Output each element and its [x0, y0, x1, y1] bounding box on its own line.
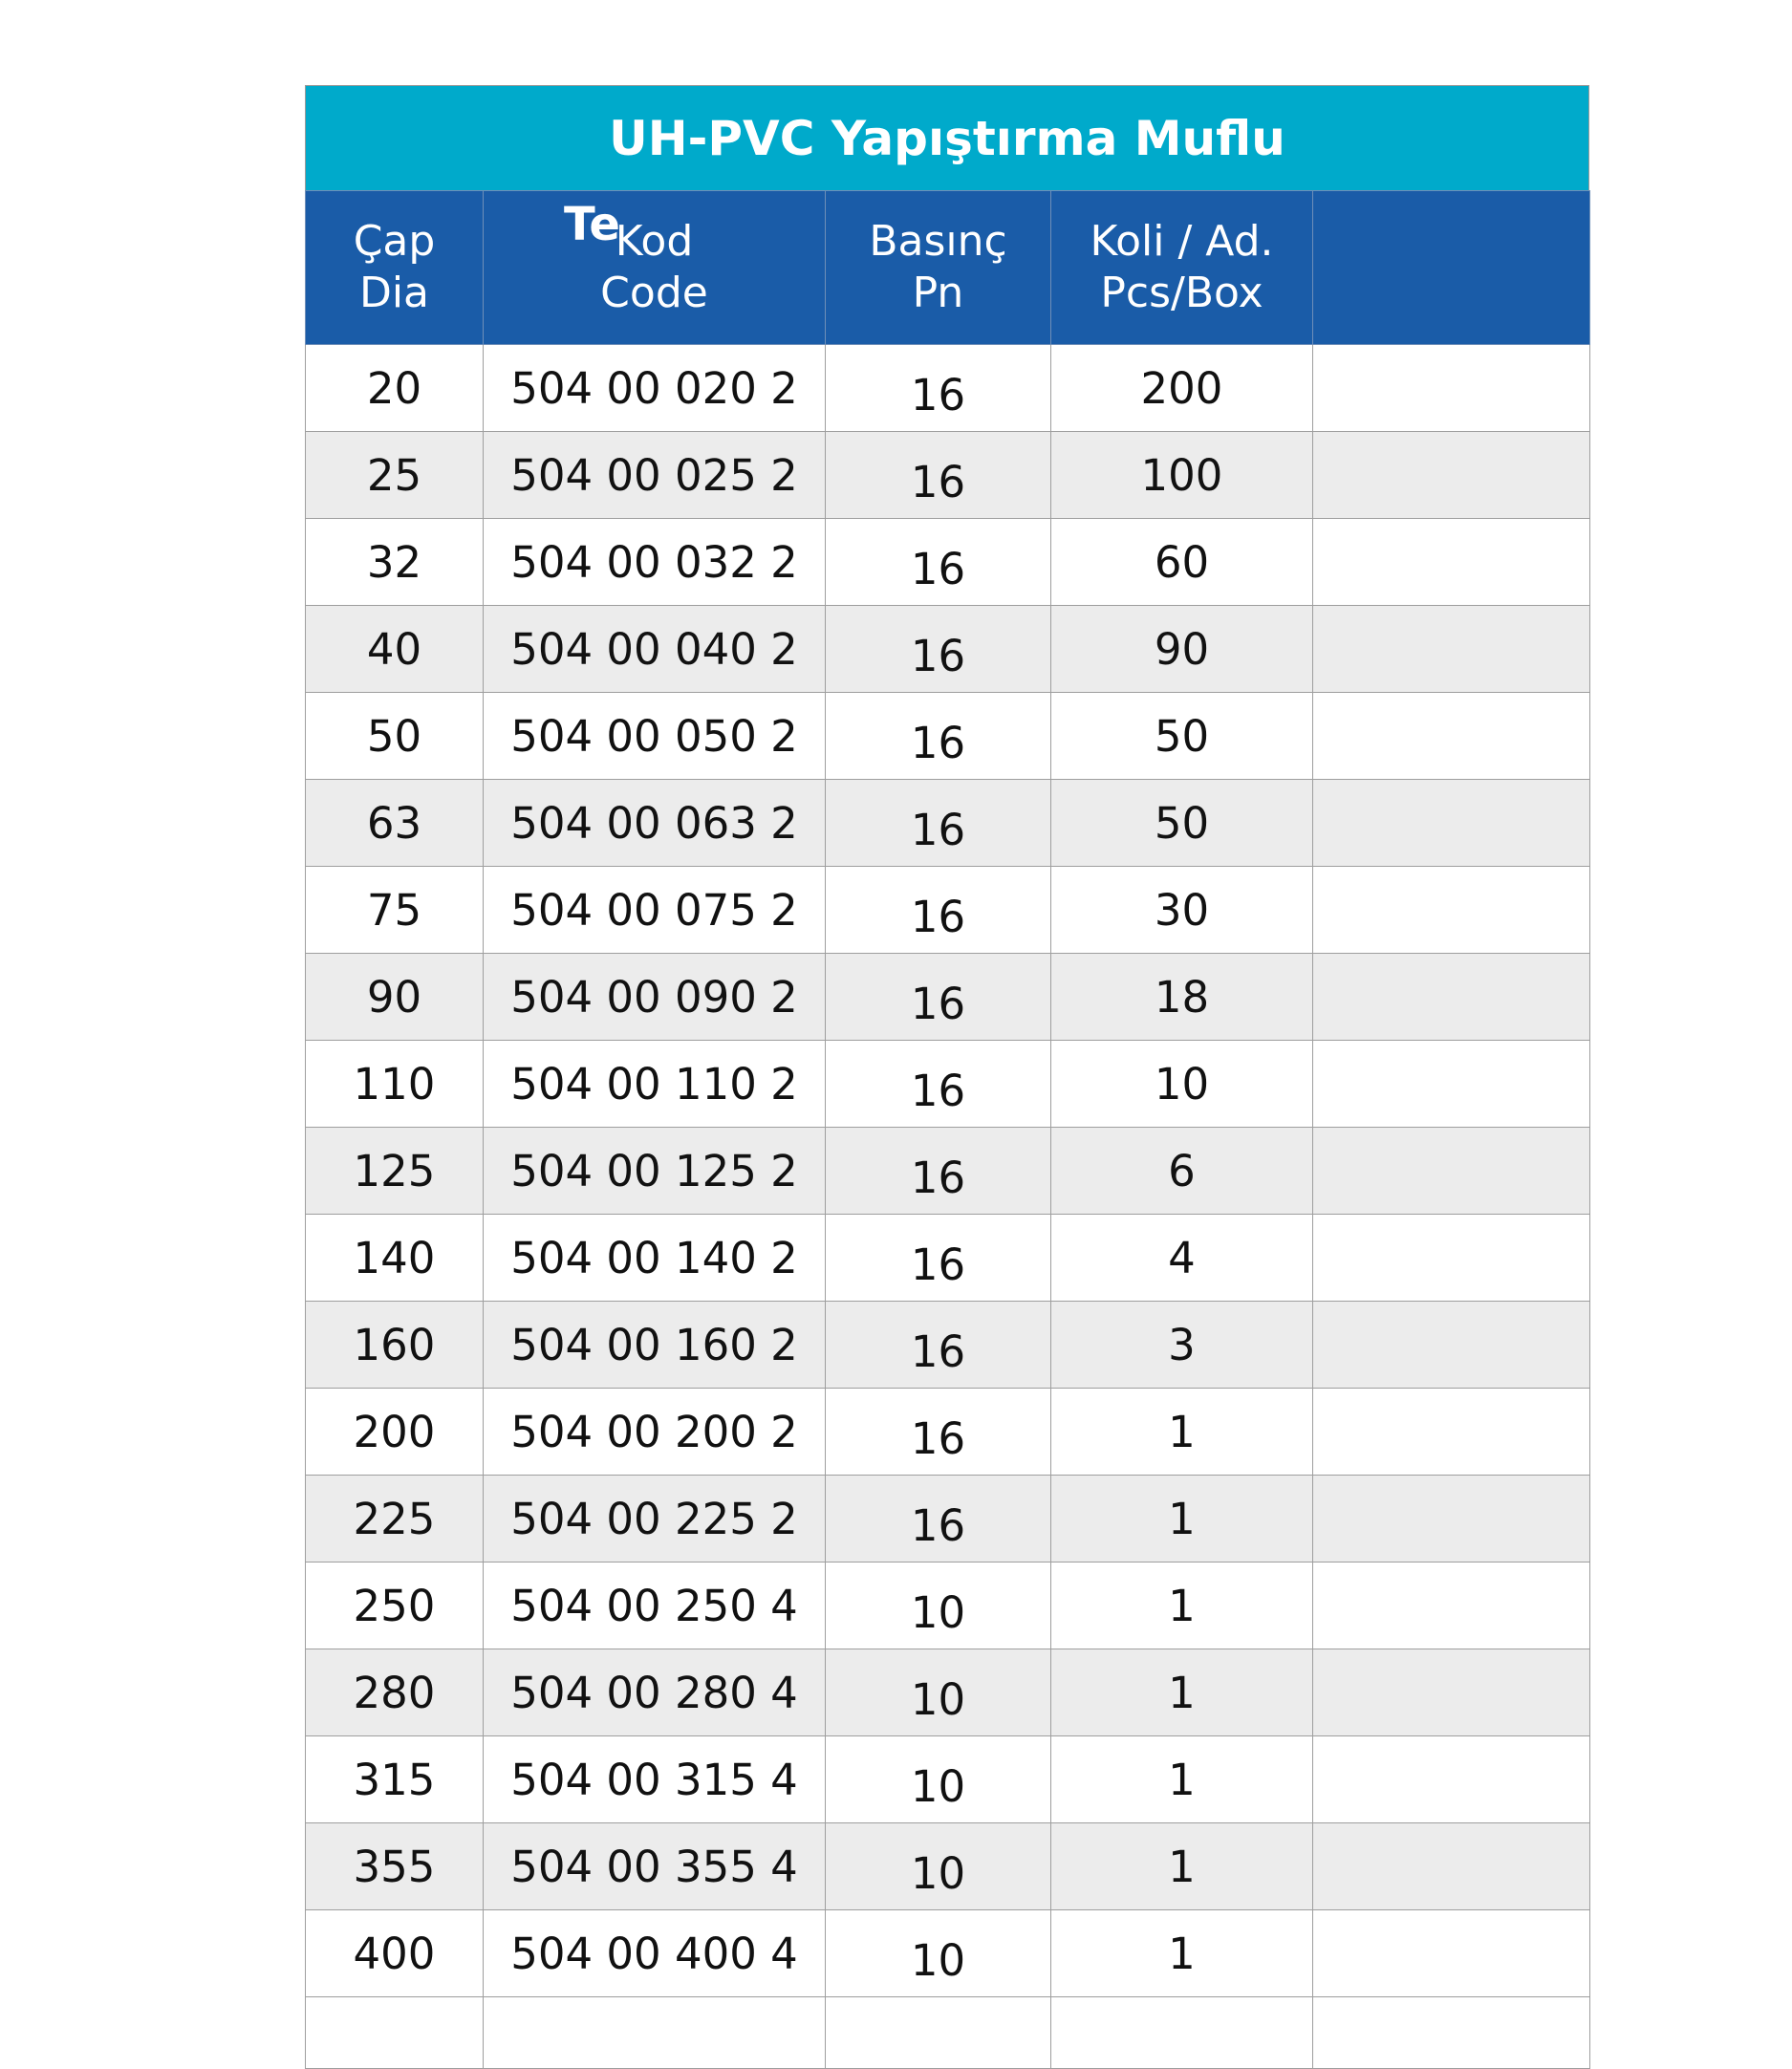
cell-code: 504 00 020 2: [484, 345, 826, 432]
table-row: [306, 1649, 1590, 1736]
cell-empty: [1313, 780, 1590, 867]
cell-box-qty: 1: [1051, 1736, 1313, 1823]
table-row: [306, 606, 1590, 693]
cell-diameter: 25: [306, 432, 484, 519]
cell-pressure: 10: [826, 1736, 1051, 1823]
cell-diameter: 225: [306, 1476, 484, 1563]
cell-code: 504 00 110 2: [484, 1041, 826, 1128]
cell-diameter: 400: [306, 1910, 484, 1997]
cell-box-qty: 50: [1051, 780, 1313, 867]
cell-diameter: 63: [306, 780, 484, 867]
cell-code: 504 00 125 2: [484, 1128, 826, 1215]
cell-code: 504 00 355 4: [484, 1823, 826, 1910]
header-empty: [1313, 191, 1590, 345]
cell-diameter: 75: [306, 867, 484, 954]
cell-code: 504 00 225 2: [484, 1476, 826, 1563]
cell-diameter: 140: [306, 1215, 484, 1302]
header-diameter-en: Dia: [358, 269, 430, 317]
cell-pressure: 16: [826, 1389, 1051, 1476]
cell-code: 504 00 032 2: [484, 519, 826, 606]
header-pressure: [826, 191, 1051, 345]
table-row: [306, 432, 1590, 519]
cell-empty: [1313, 1302, 1590, 1389]
table-row: [306, 1910, 1590, 1997]
cell-empty: [1313, 1476, 1590, 1563]
cell-code: 504 00 090 2: [484, 954, 826, 1041]
table-row-blank: [306, 1997, 1590, 2069]
cell-code: 504 00 315 4: [484, 1736, 826, 1823]
table-title: UH-PVC Yapıştırma Muflu: [305, 85, 1589, 190]
cell-pressure: 16: [826, 606, 1051, 693]
cell-pressure: 10: [826, 1910, 1051, 1997]
cell-box-qty: 90: [1051, 606, 1313, 693]
table-row: [306, 867, 1590, 954]
cell-empty: [1313, 1997, 1590, 2069]
cell-empty: [1313, 1823, 1590, 1910]
cell-code: 504 00 025 2: [484, 432, 826, 519]
cell-diameter: 355: [306, 1823, 484, 1910]
cell-empty: [1313, 1215, 1590, 1302]
cell-diameter: 160: [306, 1302, 484, 1389]
cell-pressure: 16: [826, 1215, 1051, 1302]
cell-box-qty: 18: [1051, 954, 1313, 1041]
table-row: [306, 954, 1590, 1041]
cell-empty: [1313, 1563, 1590, 1649]
header-pressure-tr: Basınç: [869, 217, 1007, 266]
cell-box-qty: 1: [1051, 1476, 1313, 1563]
cell-pressure: 16: [826, 867, 1051, 954]
cell-code: 504 00 040 2: [484, 606, 826, 693]
header-row: [306, 191, 1590, 345]
cell-pressure: 16: [826, 345, 1051, 432]
table-row: [306, 1563, 1590, 1649]
cell-empty: [306, 1997, 484, 2069]
cell-box-qty: 1: [1051, 1910, 1313, 1997]
cell-box-qty: 1: [1051, 1649, 1313, 1736]
cell-pressure: 16: [826, 954, 1051, 1041]
cell-box-qty: 30: [1051, 867, 1313, 954]
cell-code: 504 00 140 2: [484, 1215, 826, 1302]
cell-diameter: 125: [306, 1128, 484, 1215]
header-box-qty: [1051, 191, 1313, 345]
table-row: [306, 1041, 1590, 1128]
cell-box-qty: 60: [1051, 519, 1313, 606]
cell-diameter: 250: [306, 1563, 484, 1649]
cell-diameter: 315: [306, 1736, 484, 1823]
header-pressure-en: Pn: [912, 269, 964, 317]
cell-box-qty: 100: [1051, 432, 1313, 519]
cell-empty: [1313, 606, 1590, 693]
header-code-overlay: Te: [564, 198, 620, 251]
cell-pressure: 10: [826, 1823, 1051, 1910]
cell-empty: [1313, 1649, 1590, 1736]
cell-empty: [1313, 1736, 1590, 1823]
cell-code: 504 00 400 4: [484, 1910, 826, 1997]
table-body: [306, 345, 1590, 2069]
cell-pressure: 10: [826, 1563, 1051, 1649]
cell-box-qty: 6: [1051, 1128, 1313, 1215]
cell-box-qty: 1: [1051, 1563, 1313, 1649]
cell-pressure: 16: [826, 519, 1051, 606]
cell-empty: [1313, 954, 1590, 1041]
table-row: [306, 1215, 1590, 1302]
cell-box-qty: 1: [1051, 1823, 1313, 1910]
cell-pressure: 16: [826, 432, 1051, 519]
cell-pressure: 16: [826, 693, 1051, 780]
cell-diameter: 32: [306, 519, 484, 606]
table-row: [306, 1736, 1590, 1823]
cell-box-qty: 4: [1051, 1215, 1313, 1302]
cell-pressure: 16: [826, 780, 1051, 867]
header-diameter-tr: Çap: [353, 217, 436, 266]
cell-empty: [1313, 693, 1590, 780]
header-diameter: [306, 191, 484, 345]
cell-code: 504 00 160 2: [484, 1302, 826, 1389]
cell-code: 504 00 250 4: [484, 1563, 826, 1649]
table-row: [306, 1389, 1590, 1476]
cell-diameter: 200: [306, 1389, 484, 1476]
header-code-tr: Kod: [615, 217, 694, 266]
cell-code: 504 00 050 2: [484, 693, 826, 780]
product-table: [305, 190, 1590, 2069]
cell-empty: [1051, 1997, 1313, 2069]
table-row: [306, 519, 1590, 606]
cell-empty: [1313, 1389, 1590, 1476]
header-code-en: Code: [600, 269, 708, 317]
cell-box-qty: 10: [1051, 1041, 1313, 1128]
cell-diameter: 90: [306, 954, 484, 1041]
cell-code: 504 00 280 4: [484, 1649, 826, 1736]
cell-diameter: 110: [306, 1041, 484, 1128]
cell-diameter: 280: [306, 1649, 484, 1736]
product-table-sheet: [305, 85, 1589, 2069]
table-row: [306, 693, 1590, 780]
table-row: [306, 1128, 1590, 1215]
cell-pressure: 16: [826, 1041, 1051, 1128]
table-row: [306, 780, 1590, 867]
cell-empty: [1313, 1910, 1590, 1997]
cell-code: 504 00 075 2: [484, 867, 826, 954]
cell-empty: [484, 1997, 826, 2069]
table-row: [306, 1302, 1590, 1389]
cell-code: 504 00 200 2: [484, 1389, 826, 1476]
header-box-qty-tr: Koli / Ad.: [1090, 217, 1274, 266]
cell-box-qty: 3: [1051, 1302, 1313, 1389]
header-box-qty-en: Pcs/Box: [1100, 269, 1263, 317]
cell-empty: [1313, 519, 1590, 606]
cell-box-qty: 50: [1051, 693, 1313, 780]
cell-empty: [1313, 345, 1590, 432]
table-row: [306, 1823, 1590, 1910]
cell-empty: [1313, 867, 1590, 954]
cell-empty: [1313, 1128, 1590, 1215]
table-row: [306, 345, 1590, 432]
table-row: [306, 1476, 1590, 1563]
cell-diameter: 50: [306, 693, 484, 780]
cell-empty: [826, 1997, 1051, 2069]
cell-empty: [1313, 432, 1590, 519]
cell-pressure: 16: [826, 1302, 1051, 1389]
cell-diameter: 40: [306, 606, 484, 693]
cell-diameter: 20: [306, 345, 484, 432]
cell-pressure: 16: [826, 1476, 1051, 1563]
cell-box-qty: 200: [1051, 345, 1313, 432]
cell-box-qty: 1: [1051, 1389, 1313, 1476]
cell-code: 504 00 063 2: [484, 780, 826, 867]
header-code: [484, 191, 826, 345]
cell-pressure: 16: [826, 1128, 1051, 1215]
cell-empty: [1313, 1041, 1590, 1128]
cell-pressure: 10: [826, 1649, 1051, 1736]
